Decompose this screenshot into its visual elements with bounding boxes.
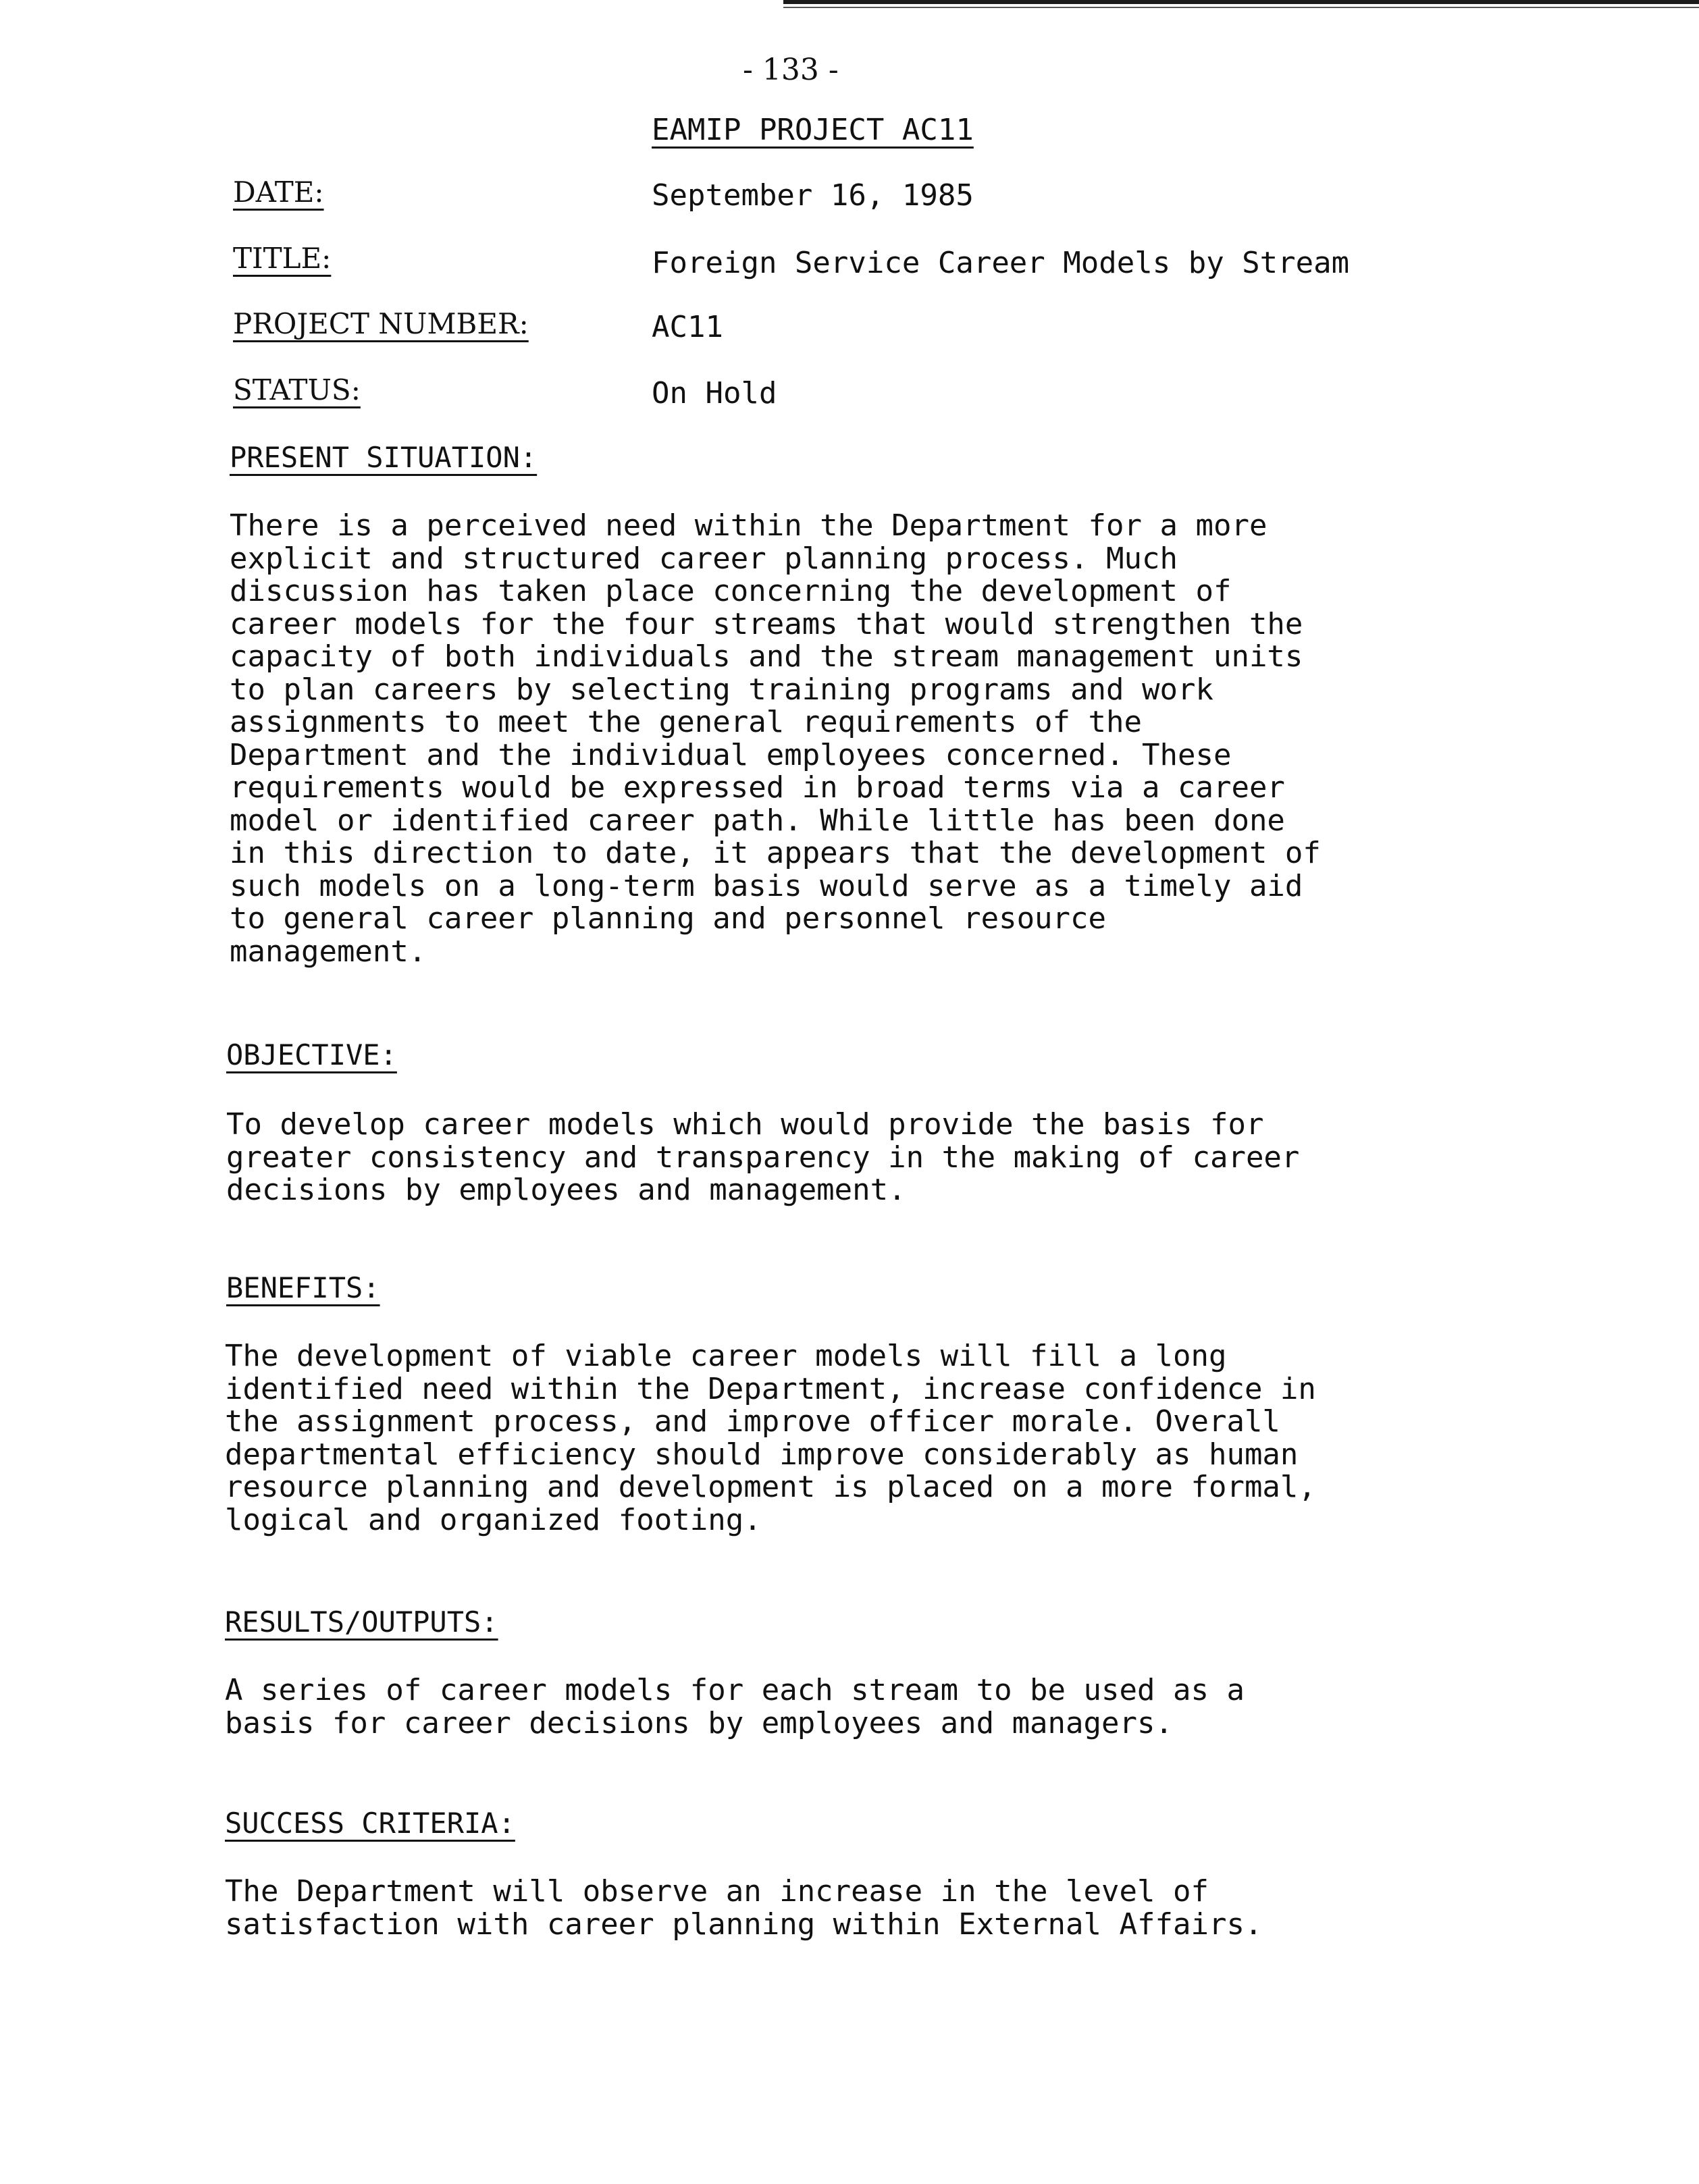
objective-body: To develop career models which would provide the basis for greater consistency and transparency in the making of career decisions by employees and management.	[226, 1107, 1300, 1207]
project-number-label: PROJECT NUMBER:	[233, 307, 529, 340]
date-label: DATE:	[233, 176, 324, 209]
results-outputs-heading: RESULTS/OUTPUTS:	[225, 1605, 498, 1639]
present-situation-heading: PRESENT SITUATION:	[230, 441, 538, 474]
top-border-rule	[783, 0, 1699, 4]
status-label: STATUS:	[233, 373, 361, 406]
objective-heading: OBJECTIVE:	[226, 1038, 397, 1071]
title-label: TITLE:	[233, 242, 332, 275]
page-number: - 133 -	[743, 53, 839, 87]
results-outputs-body: A series of career models for each stream to be used as a basis for career decisions by employees and managers.	[225, 1673, 1245, 1740]
date-value: September 16, 1985	[652, 178, 974, 213]
project-heading: EAMIP PROJECT AC11	[652, 113, 974, 147]
project-number-value: AC11	[652, 310, 723, 344]
title-value: Foreign Service Career Models by Stream	[652, 246, 1350, 280]
benefits-body: The development of viable career models will fill a long identified need within the Department, increase confidence in the assignment process, and improve officer morale. Overall departmental efficiency should improve considerably as human resource planning and development is placed on a more formal, logical and organized footing.	[225, 1339, 1316, 1537]
status-value: On Hold	[652, 376, 777, 410]
benefits-heading: BENEFITS:	[226, 1271, 380, 1304]
success-criteria-heading: SUCCESS CRITERIA:	[225, 1807, 515, 1840]
success-criteria-body: The Department will observe an increase in the level of satisfaction with career planning within External Affairs.	[225, 1874, 1263, 1942]
top-border-rule-thin	[783, 7, 1699, 8]
present-situation-body: There is a perceived need within the Department for a more explicit and structured career planning process. Much discussion has taken place concerning the development of career models for the four streams that would strengthen the capacity of both individuals and the stream management units to plan careers by selecting training programs and work assignments to meet the general requirements of the Department and the individual employees concerned. These requirements would be expressed in broad terms via a career model or identified career path. While little has been done in this direction to date, it appears that the development of such models on a long-term basis would serve as a timely aid to general career planning and personnel resource management.	[230, 508, 1321, 969]
